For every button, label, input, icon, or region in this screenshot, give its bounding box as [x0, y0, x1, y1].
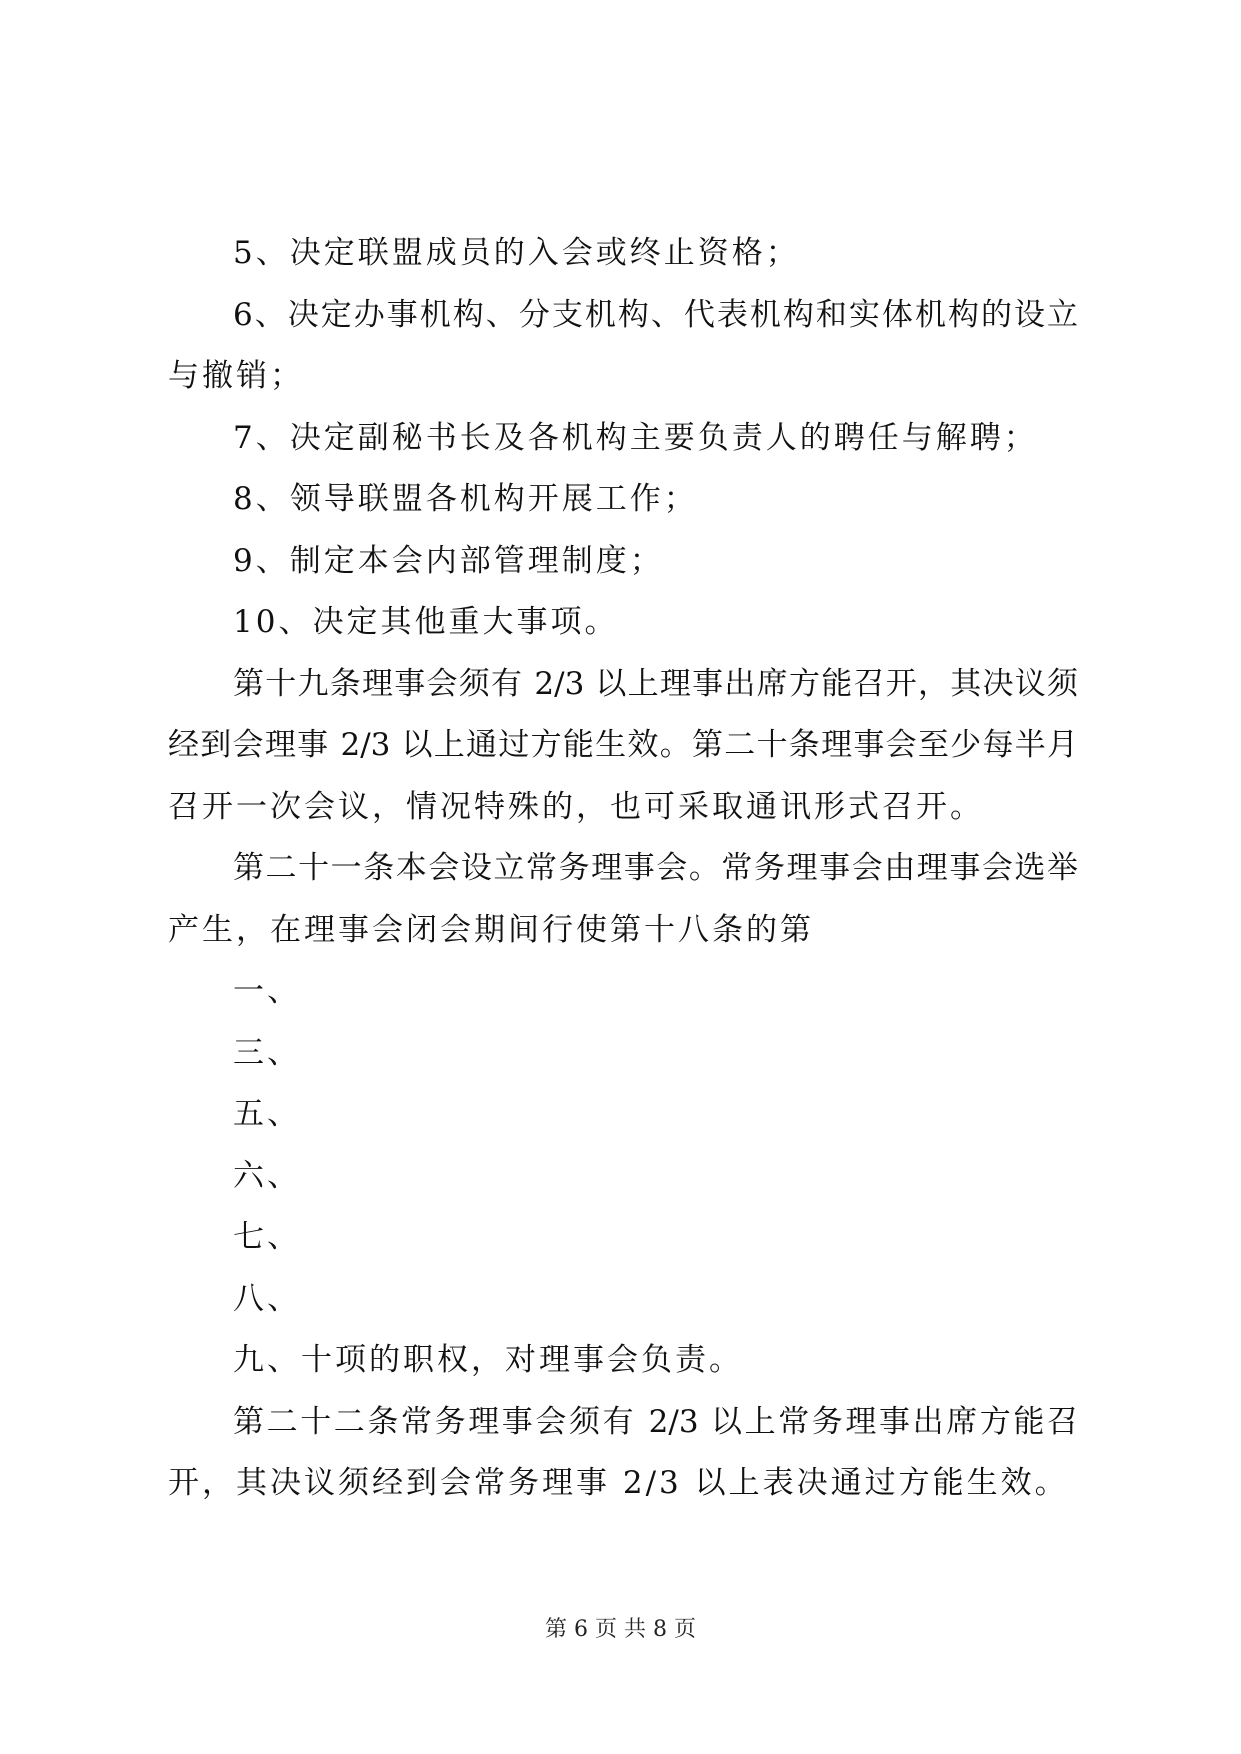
document-line: 六、: [233, 1157, 301, 1194]
document-line: 第二十二条常务理事会须有 2/3 以上常务理事出席方能召: [233, 1403, 1078, 1440]
document-line: 6、决定办事机构、分支机构、代表机构和实体机构的设立: [233, 296, 1078, 333]
document-line: 5、决定联盟成员的入会或终止资格；: [233, 235, 800, 271]
document-line: 五、: [233, 1096, 301, 1132]
document-line: 与撤销；: [168, 358, 304, 394]
document-line: 10、决定其他重大事项。: [233, 604, 619, 640]
document-line: 9、制定本会内部管理制度；: [233, 542, 664, 579]
document-line: 第十九条理事会须有 2/3 以上理事出席方能召开，其决议须: [233, 665, 1078, 702]
document-body: [168, 223, 1078, 1515]
document-line: 7、决定副秘书长及各机构主要负责人的聘任与解聘；: [233, 419, 1038, 456]
document-line: 经到会理事 2/3 以上通过方能生效。第二十条理事会至少每半月: [168, 727, 1078, 763]
document-line: 开，其决议须经到会常务理事 2/3 以上表决通过方能生效。: [168, 1465, 1069, 1501]
document-line: 产生，在理事会闭会期间行使第十八条的第: [168, 911, 814, 948]
document-line: 三、: [233, 1034, 301, 1071]
document-line: 九、十项的职权，对理事会负责。: [233, 1342, 743, 1378]
document-line: 一、: [233, 973, 301, 1009]
document-line: 8、领导联盟各机构开展工作；: [233, 481, 698, 517]
document-line: 第二十一条本会设立常务理事会。常务理事会由理事会选举: [233, 850, 1078, 886]
page-number-footer: 第 6 页 共 8 页: [545, 1617, 696, 1642]
document-line: 召开一次会议，情况特殊的，也可采取通讯形式召开。: [168, 788, 984, 825]
document-line: 七、: [233, 1219, 301, 1255]
document-line: 八、: [233, 1280, 301, 1317]
